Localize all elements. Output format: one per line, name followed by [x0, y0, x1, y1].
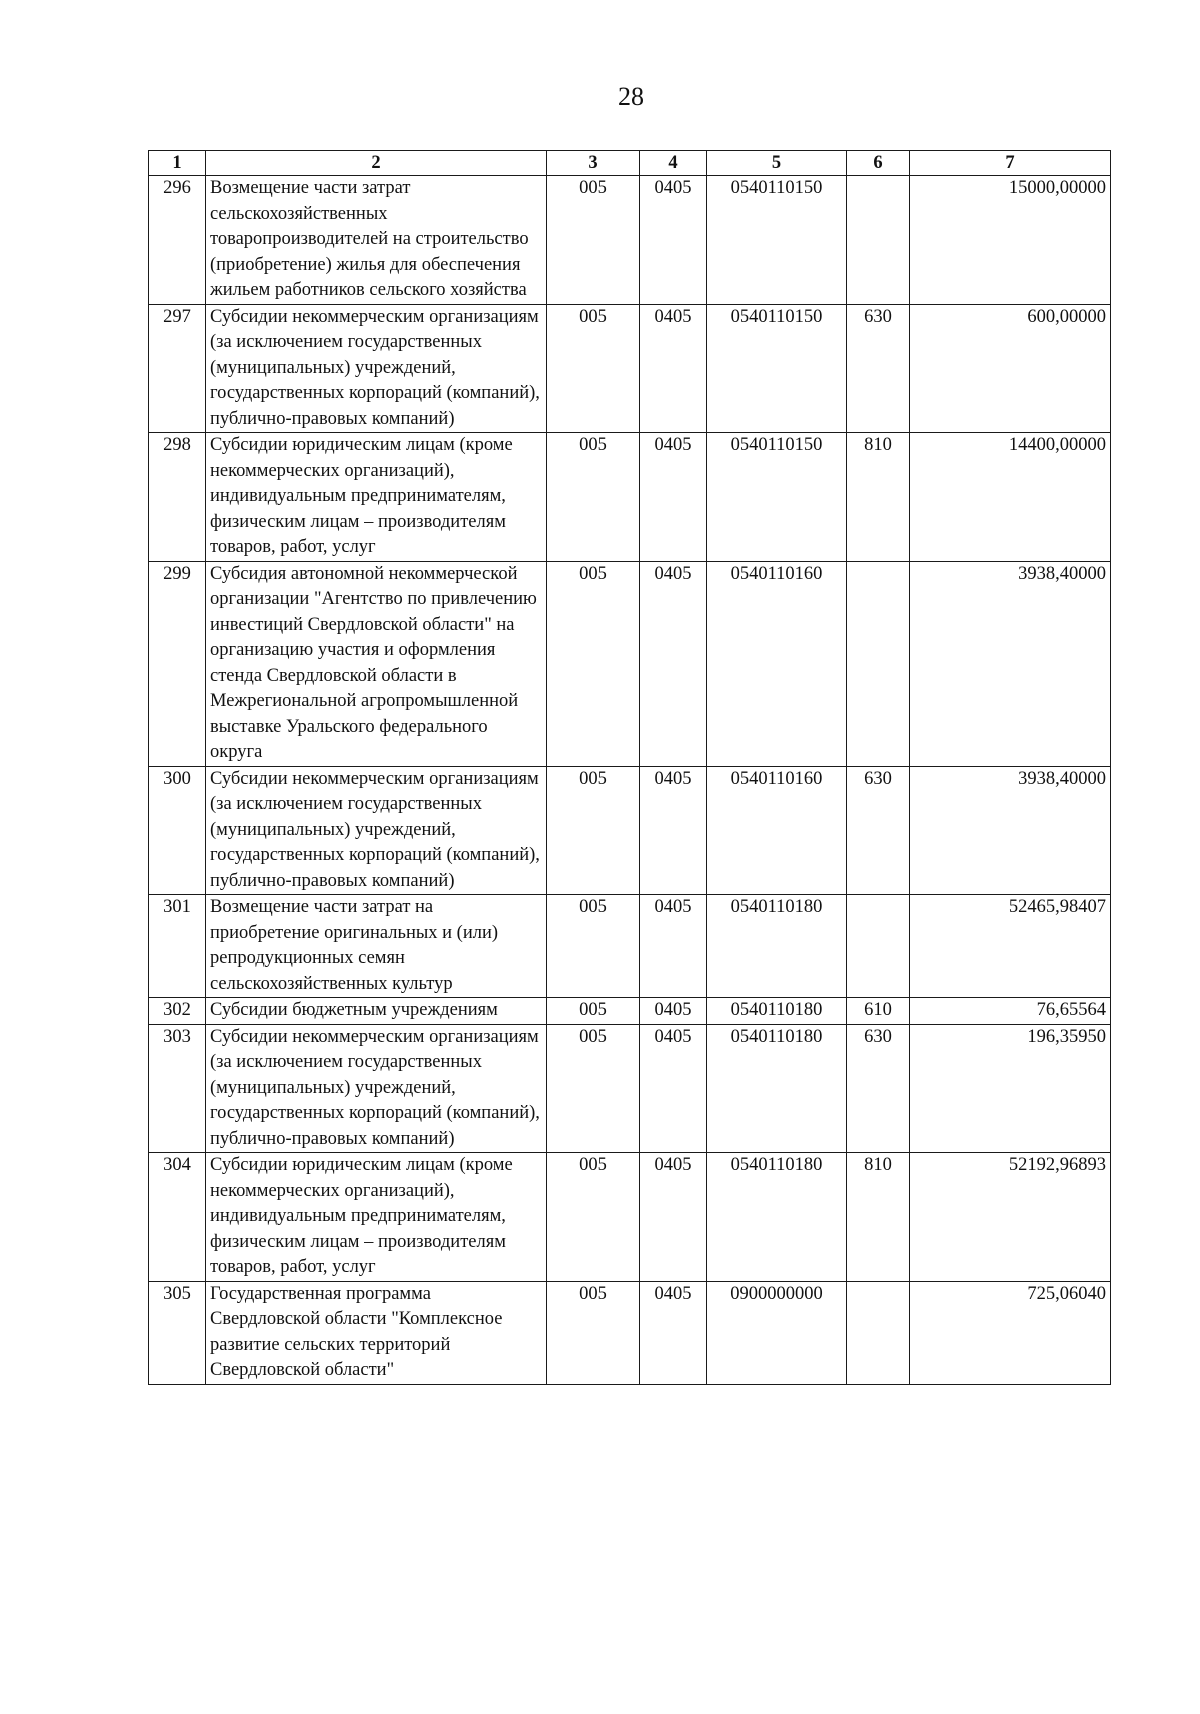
row-code-5: 0540110150 [707, 304, 847, 433]
row-amount: 52192,96893 [910, 1153, 1111, 1282]
row-amount: 725,06040 [910, 1281, 1111, 1384]
row-name: Субсидии некоммерческим организациям (за исключением государственных (муниципальных) учреждений, государственных корпораций (компаний), публично-правовых компаний) [206, 766, 547, 895]
table-row [149, 433, 1111, 562]
row-number: 299 [149, 561, 206, 766]
row-code-3: 005 [547, 766, 640, 895]
row-code-4: 0405 [640, 1281, 707, 1384]
table-row [149, 561, 1111, 766]
row-number: 305 [149, 1281, 206, 1384]
row-name: Субсидии некоммерческим организациям (за исключением государственных (муниципальных) учреждений, государственных корпораций (компаний), публично-правовых компаний) [206, 304, 547, 433]
row-code-3: 005 [547, 1024, 640, 1153]
table-row [149, 998, 1111, 1025]
row-code-5: 0540110180 [707, 1024, 847, 1153]
row-name: Субсидии бюджетным учреждениям [206, 998, 547, 1025]
column-header: 1 [149, 151, 206, 176]
budget-table [148, 150, 1111, 1385]
table-row [149, 1281, 1111, 1384]
row-amount: 3938,40000 [910, 766, 1111, 895]
row-code-3: 005 [547, 176, 640, 305]
row-code-5: 0540110160 [707, 766, 847, 895]
row-amount: 600,00000 [910, 304, 1111, 433]
row-amount: 52465,98407 [910, 895, 1111, 998]
table-row [149, 766, 1111, 895]
table-row [149, 1153, 1111, 1282]
row-amount: 15000,00000 [910, 176, 1111, 305]
row-code-4: 0405 [640, 561, 707, 766]
row-number: 300 [149, 766, 206, 895]
row-number: 302 [149, 998, 206, 1025]
column-header: 3 [547, 151, 640, 176]
row-code-6 [847, 176, 910, 305]
row-code-4: 0405 [640, 895, 707, 998]
table-row [149, 304, 1111, 433]
row-code-4: 0405 [640, 1153, 707, 1282]
row-code-3: 005 [547, 433, 640, 562]
row-number: 301 [149, 895, 206, 998]
row-code-4: 0405 [640, 176, 707, 305]
row-code-6: 630 [847, 766, 910, 895]
row-code-3: 005 [547, 1281, 640, 1384]
row-number: 298 [149, 433, 206, 562]
row-name: Субсидии некоммерческим организациям (за исключением государственных (муниципальных) учреждений, государственных корпораций (компаний), публично-правовых компаний) [206, 1024, 547, 1153]
row-amount: 3938,40000 [910, 561, 1111, 766]
table-row [149, 895, 1111, 998]
row-code-6: 810 [847, 433, 910, 562]
table-row [149, 1024, 1111, 1153]
row-code-5: 0540110180 [707, 998, 847, 1025]
table-row [149, 176, 1111, 305]
column-header: 7 [910, 151, 1111, 176]
row-code-6: 630 [847, 1024, 910, 1153]
row-code-6 [847, 895, 910, 998]
row-code-6: 630 [847, 304, 910, 433]
row-code-6 [847, 1281, 910, 1384]
row-code-4: 0405 [640, 304, 707, 433]
column-header: 2 [206, 151, 547, 176]
row-amount: 14400,00000 [910, 433, 1111, 562]
row-number: 296 [149, 176, 206, 305]
row-code-5: 0900000000 [707, 1281, 847, 1384]
row-code-3: 005 [547, 1153, 640, 1282]
row-number: 304 [149, 1153, 206, 1282]
row-code-3: 005 [547, 998, 640, 1025]
row-code-5: 0540110180 [707, 895, 847, 998]
row-number: 297 [149, 304, 206, 433]
row-code-5: 0540110150 [707, 433, 847, 562]
row-code-3: 005 [547, 895, 640, 998]
row-code-6: 810 [847, 1153, 910, 1282]
row-code-4: 0405 [640, 1024, 707, 1153]
row-code-5: 0540110180 [707, 1153, 847, 1282]
row-amount: 196,35950 [910, 1024, 1111, 1153]
row-number: 303 [149, 1024, 206, 1153]
row-code-5: 0540110150 [707, 176, 847, 305]
row-code-4: 0405 [640, 998, 707, 1025]
row-name: Возмещение части затрат сельскохозяйственных товаропроизводителей на строительство (приобретение) жилья для обеспечения жильем работников сельского хозяйства [206, 176, 547, 305]
column-header: 4 [640, 151, 707, 176]
row-amount: 76,65564 [910, 998, 1111, 1025]
page-number: 28 [618, 82, 644, 111]
row-code-4: 0405 [640, 433, 707, 562]
row-name: Субсидии юридическим лицам (кроме некоммерческих организаций), индивидуальным предпринимателям, физическим лицам – производителям товаров, работ, услуг [206, 433, 547, 562]
row-name: Субсидии юридическим лицам (кроме некоммерческих организаций), индивидуальным предпринимателям, физическим лицам – производителям товаров, работ, услуг [206, 1153, 547, 1282]
row-code-4: 0405 [640, 766, 707, 895]
row-code-3: 005 [547, 304, 640, 433]
row-code-3: 005 [547, 561, 640, 766]
row-name: Субсидия автономной некоммерческой организации "Агентство по привлечению инвестиций Свердловской области" на организацию участия и оформления стенда Свердловской области в Межрегиональной агропромышленной выставке Уральского федерального округа [206, 561, 547, 766]
column-header: 6 [847, 151, 910, 176]
row-code-6 [847, 561, 910, 766]
row-code-6: 610 [847, 998, 910, 1025]
table-header-row [149, 151, 1111, 176]
column-header: 5 [707, 151, 847, 176]
row-name: Государственная программа Свердловской области "Комплексное развитие сельских территорий Свердловской области" [206, 1281, 547, 1384]
row-code-5: 0540110160 [707, 561, 847, 766]
row-name: Возмещение части затрат на приобретение оригинальных и (или) репродукционных семян сельскохозяйственных культур [206, 895, 547, 998]
